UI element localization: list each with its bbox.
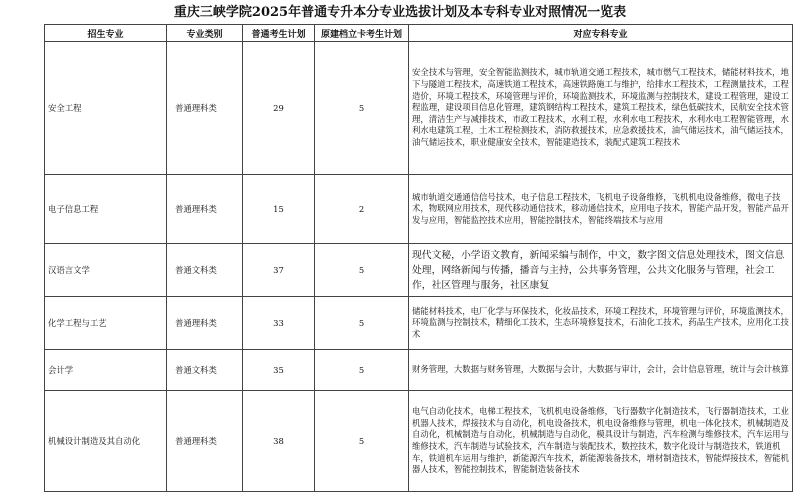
junior-majors: 现代文秘，小学语文教育，新闻采编与制作，中文，数字图文信息处理技术，图文信息处理，网络新闻与传播，播音与主持，公共事务管理，公共文化服务与管理，社会工作，社区管理与服务，社区康复 bbox=[409, 244, 793, 297]
header-poverty-plan: 原建档立卡考生计划 bbox=[315, 25, 409, 42]
poverty-plan: 2 bbox=[315, 175, 409, 244]
general-plan: 38 bbox=[243, 391, 315, 492]
poverty-plan: 5 bbox=[315, 297, 409, 350]
major-category: 普通理科类 bbox=[167, 297, 243, 350]
table-row bbox=[45, 42, 793, 175]
table-header-row bbox=[45, 25, 793, 42]
junior-majors: 储能材料技术，电厂化学与环保技术，化妆品技术，环境工程技术，环境管理与评价，环境监测技术，环境监测与控制技术，精细化工技术，生态环境修复技术，石油化工技术，药品生产技术，应用化工技术 bbox=[409, 297, 793, 350]
major-category: 普通文科类 bbox=[167, 350, 243, 391]
general-plan: 15 bbox=[243, 175, 315, 244]
poverty-plan: 5 bbox=[315, 244, 409, 297]
table-row bbox=[45, 244, 793, 297]
junior-majors: 城市轨道交通通信信号技术，电子信息工程技术，飞机电子设备维修，飞机机电设备维修，微电子技术，物联网应用技术，现代移动通信技术，移动通信技术，应用电子技术，智能产品开发，智能产品开发与应用，智能监控技术应用，智能控制技术，智能终端技术与应用 bbox=[409, 175, 793, 244]
table-row bbox=[45, 350, 793, 391]
general-plan: 29 bbox=[243, 42, 315, 175]
header-junior-majors: 对应专科专业 bbox=[409, 25, 793, 42]
major-name: 汉语言文学 bbox=[45, 244, 167, 297]
header-major: 招生专业 bbox=[45, 25, 167, 42]
document-title: 重庆三峡学院2025年普通专升本分专业选拔计划及本专科专业对照情况一览表 bbox=[173, 5, 627, 20]
major-category: 普通文科类 bbox=[167, 244, 243, 297]
general-plan: 35 bbox=[243, 350, 315, 391]
major-category: 普通理科类 bbox=[167, 391, 243, 492]
poverty-plan: 5 bbox=[315, 42, 409, 175]
poverty-plan: 5 bbox=[315, 350, 409, 391]
major-name: 电子信息工程 bbox=[45, 175, 167, 244]
major-name: 安全工程 bbox=[45, 42, 167, 175]
major-name: 化学工程与工艺 bbox=[45, 297, 167, 350]
plan-table bbox=[44, 24, 793, 492]
major-category: 普通理科类 bbox=[167, 42, 243, 175]
major-category: 普通理科类 bbox=[167, 175, 243, 244]
header-general-plan: 普通考生计划 bbox=[243, 25, 315, 42]
header-category: 专业类别 bbox=[167, 25, 243, 42]
table-row bbox=[45, 297, 793, 350]
general-plan: 33 bbox=[243, 297, 315, 350]
junior-majors: 安全技术与管理，安全智能监测技术，城市轨道交通工程技术，城市燃气工程技术，储能材料技术，地下与隧道工程技术，高速铁道工程技术，高速铁路施工与维护，给排水工程技术，工程测量技术，工程造价，环境工程技术，环境管理与评价，环境监测技术，环境监测与控制技术，建设工程管理，建设工程监理，建设项目信息化管理，建筑钢结构工程技术，建筑工程技术，绿色低碳技术，民航安全技术管理，清洁生产与减排技术，市政工程技术，水利工程，水利水电工程技术，水利水电工程智能管理，水利水电建筑工程，土木工程检测技术，消防救援技术，应急救援技术，油气储运技术，油气储运技术，油气储运技术，职业健康安全技术，智能建造技术，装配式建筑工程技术 bbox=[409, 42, 793, 175]
table-row bbox=[45, 391, 793, 492]
poverty-plan: 5 bbox=[315, 391, 409, 492]
major-name: 机械设计制造及其自动化 bbox=[45, 391, 167, 492]
table-row bbox=[45, 175, 793, 244]
junior-majors: 电气自动化技术，电梯工程技术，飞机机电设备维修，飞行器数字化制造技术，飞行器制造技术，工业机器人技术，焊接技术与自动化，机电设备技术，机电设备维修与管理，机电一体化技术，机械制造及自动化，机械制造与自动化，机械制造与自动化，模具设计与制造，汽车检测与维修技术，汽车运用与维修技术，汽车制造与试验技术，汽车制造与装配技术，数控技术，数字化设计与制造技术，铁道机车，铁道机车运用与维护，新能源汽车技术，新能源装备技术，增材制造技术，智能焊接技术，智能机器人技术，智能控制技术，智能制造装备技术 bbox=[409, 391, 793, 492]
junior-majors: 财务管理，大数据与财务管理，大数据与会计，大数据与审计，会计，会计信息管理，统计与会计核算 bbox=[409, 350, 793, 391]
major-name: 会计学 bbox=[45, 350, 167, 391]
general-plan: 37 bbox=[243, 244, 315, 297]
